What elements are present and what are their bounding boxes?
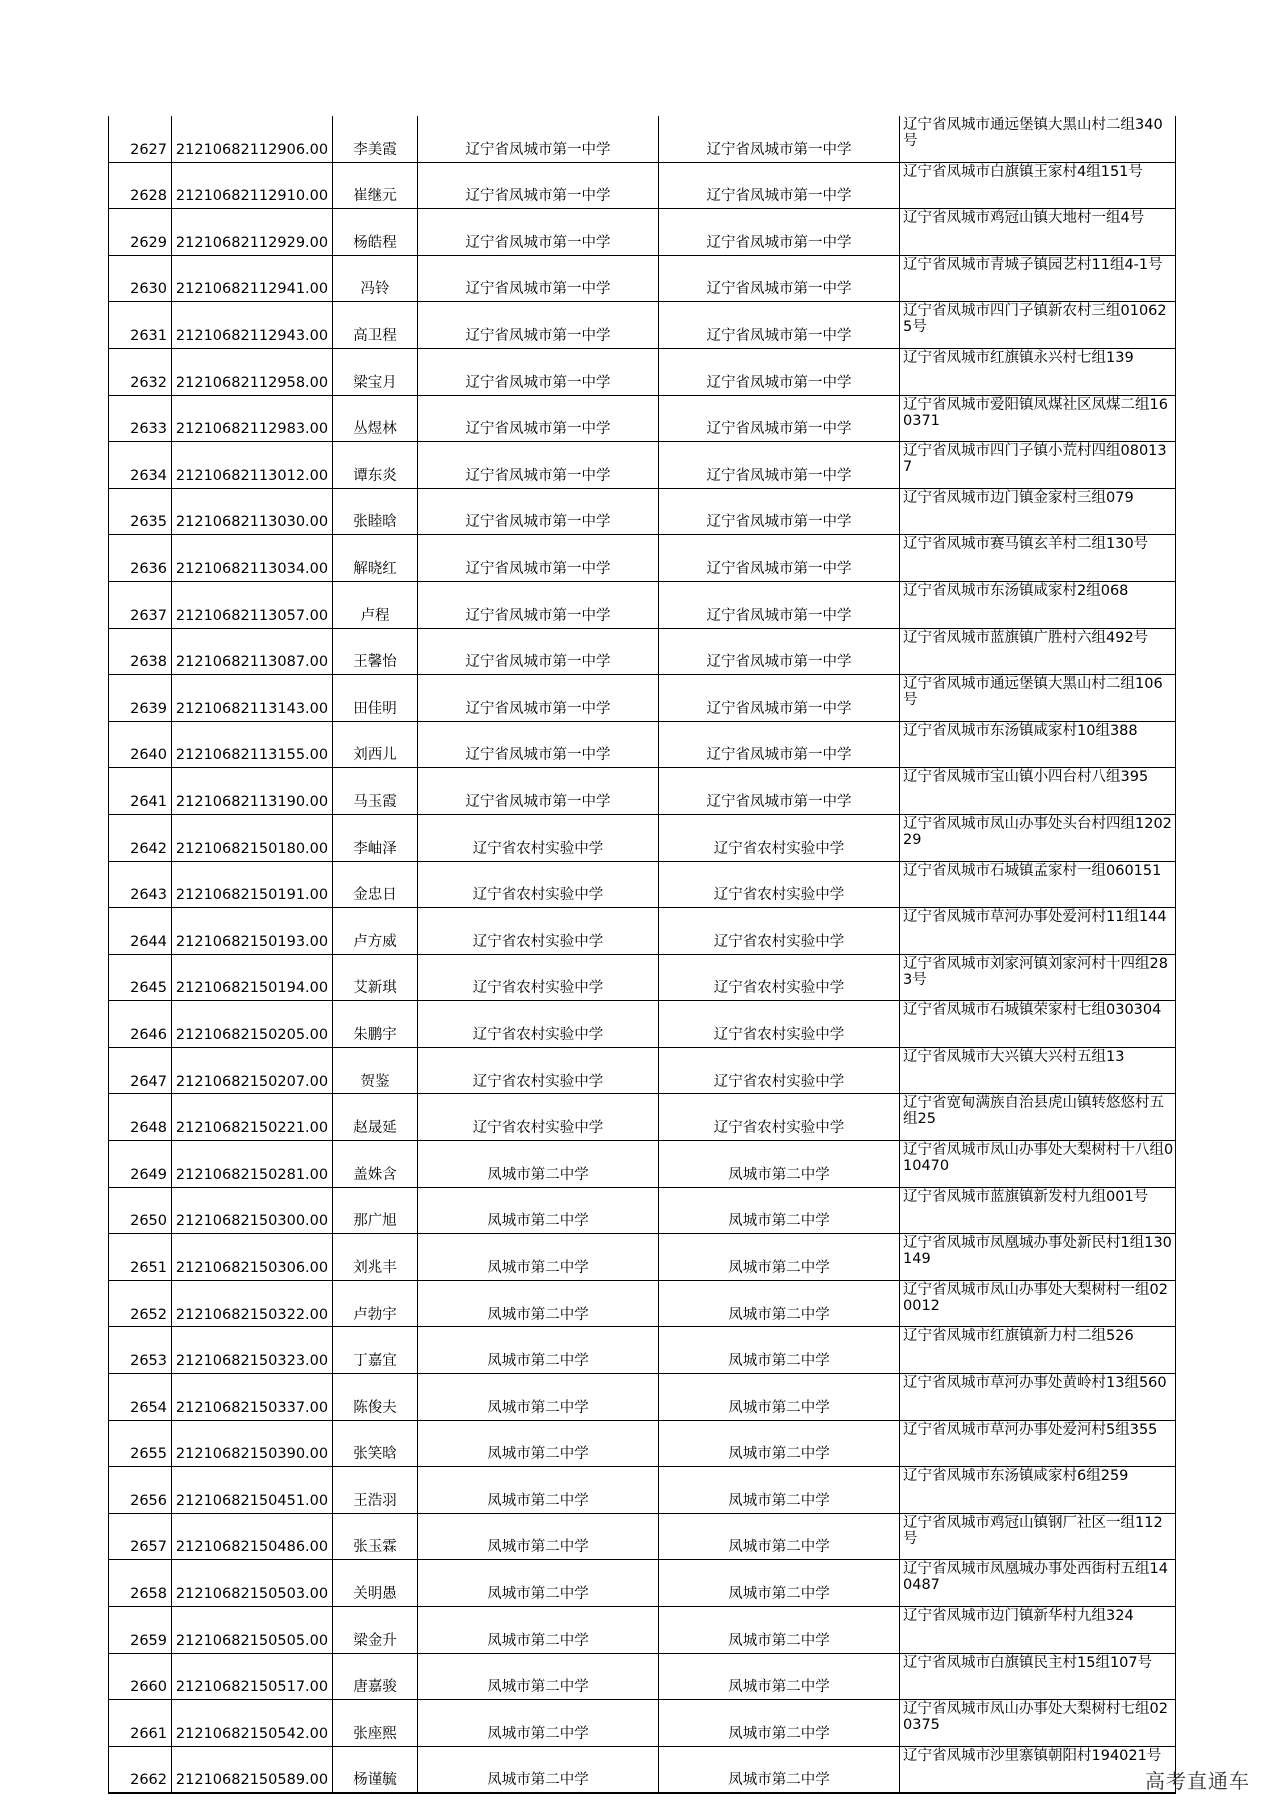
graduating-school-cell: 辽宁省农村实验中学	[418, 1001, 659, 1048]
graduating-school-cell: 辽宁省凤城市第一中学	[418, 348, 659, 395]
table-row	[109, 162, 1176, 209]
student-name-cell: 张座熙	[333, 1700, 418, 1747]
row-number-cell: 2650	[109, 1187, 172, 1234]
student-name-cell: 刘西儿	[333, 721, 418, 768]
admission-school-cell: 凤城市第二中学	[659, 1327, 900, 1374]
home-address-cell: 辽宁省凤城市青城子镇园艺村11组4-1号	[900, 255, 1176, 302]
table-row	[109, 442, 1176, 489]
admission-school-cell: 辽宁省凤城市第一中学	[659, 581, 900, 628]
candidate-id-cell: 21210682113057.00	[172, 581, 333, 628]
candidate-id-cell: 21210682112943.00	[172, 302, 333, 349]
student-name-cell: 关明愚	[333, 1560, 418, 1607]
graduating-school-cell: 凤城市第二中学	[418, 1280, 659, 1327]
graduating-school-cell: 凤城市第二中学	[418, 1327, 659, 1374]
row-number-cell: 2651	[109, 1234, 172, 1281]
student-name-cell: 陈俊夫	[333, 1374, 418, 1421]
candidate-id-cell: 21210682150323.00	[172, 1327, 333, 1374]
home-address-cell: 辽宁省凤城市草河办事处爱河村5组355	[900, 1420, 1176, 1467]
home-address-cell: 辽宁省凤城市东汤镇咸家村2组068	[900, 581, 1176, 628]
row-number-cell: 2644	[109, 908, 172, 955]
student-name-cell: 张玉霖	[333, 1513, 418, 1560]
graduating-school-cell: 辽宁省凤城市第一中学	[418, 302, 659, 349]
student-name-cell: 高卫程	[333, 302, 418, 349]
table-row	[109, 302, 1176, 349]
graduating-school-cell: 辽宁省凤城市第一中学	[418, 675, 659, 722]
graduating-school-cell: 凤城市第二中学	[418, 1467, 659, 1514]
student-name-cell: 卢程	[333, 581, 418, 628]
home-address-cell: 辽宁省凤城市宝山镇小四台村八组395	[900, 768, 1176, 815]
student-name-cell: 崔继元	[333, 162, 418, 209]
home-address-cell: 辽宁省宽甸满族自治县虎山镇转悠悠村五组25	[900, 1094, 1176, 1141]
candidate-id-cell: 21210682150451.00	[172, 1467, 333, 1514]
table-row	[109, 116, 1176, 162]
graduating-school-cell: 凤城市第二中学	[418, 1187, 659, 1234]
table-row	[109, 255, 1176, 302]
graduating-school-cell: 辽宁省凤城市第一中学	[418, 116, 659, 162]
table-row	[109, 1560, 1176, 1607]
home-address-cell: 辽宁省凤城市鸡冠山镇钢厂社区一组112号	[900, 1513, 1176, 1560]
admission-school-cell: 辽宁省农村实验中学	[659, 814, 900, 861]
row-number-cell: 2632	[109, 348, 172, 395]
student-name-cell: 卢方威	[333, 908, 418, 955]
table-row	[109, 1187, 1176, 1234]
graduating-school-cell: 辽宁省农村实验中学	[418, 861, 659, 908]
row-number-cell: 2640	[109, 721, 172, 768]
admission-school-cell: 凤城市第二中学	[659, 1607, 900, 1654]
admission-school-cell: 辽宁省凤城市第一中学	[659, 675, 900, 722]
admission-school-cell: 凤城市第二中学	[659, 1234, 900, 1281]
table-row	[109, 1001, 1176, 1048]
roster-body	[109, 116, 1176, 1793]
home-address-cell: 辽宁省凤城市通远堡镇大黑山村二组340号	[900, 116, 1176, 162]
home-address-cell: 辽宁省凤城市边门镇新华村九组324	[900, 1607, 1176, 1654]
graduating-school-cell: 凤城市第二中学	[418, 1653, 659, 1700]
table-row	[109, 1700, 1176, 1747]
candidate-id-cell: 21210682112929.00	[172, 209, 333, 256]
home-address-cell: 辽宁省凤城市红旗镇永兴村七组139	[900, 348, 1176, 395]
student-name-cell: 马玉霞	[333, 768, 418, 815]
admission-school-cell: 凤城市第二中学	[659, 1141, 900, 1188]
row-number-cell: 2639	[109, 675, 172, 722]
admission-school-cell: 辽宁省农村实验中学	[659, 1047, 900, 1094]
graduating-school-cell: 辽宁省凤城市第一中学	[418, 209, 659, 256]
student-name-cell: 金忠日	[333, 861, 418, 908]
student-name-cell: 赵晟延	[333, 1094, 418, 1141]
home-address-cell: 辽宁省凤城市凤凰城办事处西街村五组140487	[900, 1560, 1176, 1607]
admission-school-cell: 凤城市第二中学	[659, 1700, 900, 1747]
admission-school-cell: 辽宁省凤城市第一中学	[659, 162, 900, 209]
admission-school-cell: 辽宁省农村实验中学	[659, 954, 900, 1001]
student-name-cell: 梁宝月	[333, 348, 418, 395]
student-name-cell: 盖姝含	[333, 1141, 418, 1188]
row-number-cell: 2641	[109, 768, 172, 815]
row-number-cell: 2654	[109, 1374, 172, 1421]
home-address-cell: 辽宁省凤城市草河办事处爱河村11组144	[900, 908, 1176, 955]
table-row	[109, 814, 1176, 861]
home-address-cell: 辽宁省凤城市白旗镇王家村4组151号	[900, 162, 1176, 209]
admission-school-cell: 辽宁省农村实验中学	[659, 908, 900, 955]
row-number-cell: 2657	[109, 1513, 172, 1560]
admission-school-cell: 辽宁省凤城市第一中学	[659, 488, 900, 535]
student-name-cell: 刘兆丰	[333, 1234, 418, 1281]
graduating-school-cell: 辽宁省农村实验中学	[418, 954, 659, 1001]
admission-school-cell: 辽宁省凤城市第一中学	[659, 768, 900, 815]
table-row	[109, 628, 1176, 675]
admission-school-cell: 辽宁省凤城市第一中学	[659, 348, 900, 395]
student-name-cell: 张睦晗	[333, 488, 418, 535]
student-name-cell: 朱鹏宇	[333, 1001, 418, 1048]
home-address-cell: 辽宁省凤城市四门子镇新农村三组010625号	[900, 302, 1176, 349]
home-address-cell: 辽宁省凤城市鸡冠山镇大地村一组4号	[900, 209, 1176, 256]
table-row	[109, 1327, 1176, 1374]
admission-school-cell: 凤城市第二中学	[659, 1653, 900, 1700]
candidate-id-cell: 21210682113012.00	[172, 442, 333, 489]
candidate-id-cell: 21210682150205.00	[172, 1001, 333, 1048]
home-address-cell: 辽宁省凤城市石城镇孟家村一组060151	[900, 861, 1176, 908]
graduating-school-cell: 辽宁省农村实验中学	[418, 908, 659, 955]
graduating-school-cell: 辽宁省凤城市第一中学	[418, 768, 659, 815]
table-row	[109, 768, 1176, 815]
candidate-id-cell: 21210682150390.00	[172, 1420, 333, 1467]
row-number-cell: 2656	[109, 1467, 172, 1514]
student-name-cell: 艾新琪	[333, 954, 418, 1001]
home-address-cell: 辽宁省凤城市赛马镇玄羊村二组130号	[900, 535, 1176, 582]
graduating-school-cell: 凤城市第二中学	[418, 1234, 659, 1281]
candidate-id-cell: 21210682112958.00	[172, 348, 333, 395]
graduating-school-cell: 辽宁省凤城市第一中学	[418, 442, 659, 489]
graduating-school-cell: 凤城市第二中学	[418, 1560, 659, 1607]
candidate-id-cell: 21210682113034.00	[172, 535, 333, 582]
student-name-cell: 唐嘉骏	[333, 1653, 418, 1700]
candidate-id-cell: 21210682113190.00	[172, 768, 333, 815]
candidate-id-cell: 21210682150207.00	[172, 1047, 333, 1094]
row-number-cell: 2648	[109, 1094, 172, 1141]
watermark: 高考直通车	[1145, 1769, 1250, 1793]
candidate-id-cell: 21210682150191.00	[172, 861, 333, 908]
candidate-id-cell: 21210682113143.00	[172, 675, 333, 722]
table-row	[109, 675, 1176, 722]
table-row	[109, 1746, 1176, 1793]
home-address-cell: 辽宁省凤城市石城镇荣家村七组030304	[900, 1001, 1176, 1048]
row-number-cell: 2638	[109, 628, 172, 675]
table-row	[109, 954, 1176, 1001]
student-name-cell: 丛煜林	[333, 395, 418, 442]
row-number-cell: 2627	[109, 116, 172, 162]
candidate-id-cell: 21210682112941.00	[172, 255, 333, 302]
table-row	[109, 1513, 1176, 1560]
row-number-cell: 2647	[109, 1047, 172, 1094]
admission-school-cell: 凤城市第二中学	[659, 1560, 900, 1607]
candidate-id-cell: 21210682150486.00	[172, 1513, 333, 1560]
row-number-cell: 2649	[109, 1141, 172, 1188]
row-number-cell: 2628	[109, 162, 172, 209]
row-number-cell: 2633	[109, 395, 172, 442]
candidate-id-cell: 21210682150337.00	[172, 1374, 333, 1421]
row-number-cell: 2645	[109, 954, 172, 1001]
student-name-cell: 李岫泽	[333, 814, 418, 861]
candidate-id-cell: 21210682150300.00	[172, 1187, 333, 1234]
home-address-cell: 辽宁省凤城市白旗镇民主村15组107号	[900, 1653, 1176, 1700]
admission-school-cell: 辽宁省凤城市第一中学	[659, 116, 900, 162]
student-name-cell: 杨谨毓	[333, 1746, 418, 1793]
table-row	[109, 1047, 1176, 1094]
candidate-id-cell: 21210682150193.00	[172, 908, 333, 955]
admission-school-cell: 辽宁省凤城市第一中学	[659, 255, 900, 302]
home-address-cell: 辽宁省凤城市沙里寨镇朝阳村194021号	[900, 1746, 1176, 1793]
home-address-cell: 辽宁省凤城市四门子镇小荒村四组080137	[900, 442, 1176, 489]
row-number-cell: 2643	[109, 861, 172, 908]
row-number-cell: 2629	[109, 209, 172, 256]
row-number-cell: 2646	[109, 1001, 172, 1048]
candidate-id-cell: 21210682113030.00	[172, 488, 333, 535]
graduating-school-cell: 辽宁省凤城市第一中学	[418, 162, 659, 209]
candidate-id-cell: 21210682150503.00	[172, 1560, 333, 1607]
student-name-cell: 田佳明	[333, 675, 418, 722]
admission-school-cell: 辽宁省凤城市第一中学	[659, 721, 900, 768]
candidate-id-cell: 21210682150221.00	[172, 1094, 333, 1141]
home-address-cell: 辽宁省凤城市凤凰城办事处新民村1组130149	[900, 1234, 1176, 1281]
row-number-cell: 2636	[109, 535, 172, 582]
candidate-id-cell: 21210682150542.00	[172, 1700, 333, 1747]
admission-school-cell: 凤城市第二中学	[659, 1187, 900, 1234]
home-address-cell: 辽宁省凤城市凤山办事处头台村四组120229	[900, 814, 1176, 861]
candidate-id-cell: 21210682112910.00	[172, 162, 333, 209]
graduating-school-cell: 辽宁省农村实验中学	[418, 1047, 659, 1094]
row-number-cell: 2637	[109, 581, 172, 628]
home-address-cell: 辽宁省凤城市红旗镇新力村二组526	[900, 1327, 1176, 1374]
graduating-school-cell: 辽宁省凤城市第一中学	[418, 628, 659, 675]
candidate-id-cell: 21210682150589.00	[172, 1746, 333, 1793]
row-number-cell: 2659	[109, 1607, 172, 1654]
student-name-cell: 丁嘉宜	[333, 1327, 418, 1374]
row-number-cell: 2661	[109, 1700, 172, 1747]
table-row	[109, 1141, 1176, 1188]
candidate-id-cell: 21210682150180.00	[172, 814, 333, 861]
row-number-cell: 2631	[109, 302, 172, 349]
table-row	[109, 1420, 1176, 1467]
student-name-cell: 李美霞	[333, 116, 418, 162]
candidate-id-cell: 21210682112906.00	[172, 116, 333, 162]
candidate-id-cell: 21210682113087.00	[172, 628, 333, 675]
table-row	[109, 581, 1176, 628]
graduating-school-cell: 凤城市第二中学	[418, 1607, 659, 1654]
student-name-cell: 梁金升	[333, 1607, 418, 1654]
home-address-cell: 辽宁省凤城市边门镇金家村三组079	[900, 488, 1176, 535]
table-row	[109, 908, 1176, 955]
admission-school-cell: 凤城市第二中学	[659, 1513, 900, 1560]
table-row	[109, 721, 1176, 768]
student-name-cell: 冯铃	[333, 255, 418, 302]
home-address-cell: 辽宁省凤城市凤山办事处大梨树村十八组010470	[900, 1141, 1176, 1188]
home-address-cell: 辽宁省凤城市通远堡镇大黑山村二组106号	[900, 675, 1176, 722]
graduating-school-cell: 辽宁省农村实验中学	[418, 814, 659, 861]
home-address-cell: 辽宁省凤城市刘家河镇刘家河村十四组283号	[900, 954, 1176, 1001]
admission-school-cell: 凤城市第二中学	[659, 1467, 900, 1514]
row-number-cell: 2630	[109, 255, 172, 302]
home-address-cell: 辽宁省凤城市蓝旗镇新发村九组001号	[900, 1187, 1176, 1234]
student-name-cell: 卢勃宇	[333, 1280, 418, 1327]
admission-school-cell: 辽宁省农村实验中学	[659, 1094, 900, 1141]
row-number-cell: 2635	[109, 488, 172, 535]
row-number-cell: 2634	[109, 442, 172, 489]
student-name-cell: 杨皓程	[333, 209, 418, 256]
admission-school-cell: 凤城市第二中学	[659, 1746, 900, 1793]
roster-table	[108, 116, 1176, 1794]
graduating-school-cell: 凤城市第二中学	[418, 1420, 659, 1467]
admission-school-cell: 辽宁省农村实验中学	[659, 1001, 900, 1048]
home-address-cell: 辽宁省凤城市凤山办事处大梨树村七组020375	[900, 1700, 1176, 1747]
admission-school-cell: 凤城市第二中学	[659, 1420, 900, 1467]
graduating-school-cell: 凤城市第二中学	[418, 1374, 659, 1421]
graduating-school-cell: 凤城市第二中学	[418, 1141, 659, 1188]
table-row	[109, 1280, 1176, 1327]
table-row	[109, 348, 1176, 395]
table-row	[109, 1234, 1176, 1281]
home-address-cell: 辽宁省凤城市蓝旗镇广胜村六组492号	[900, 628, 1176, 675]
candidate-id-cell: 21210682150517.00	[172, 1653, 333, 1700]
table-row	[109, 1374, 1176, 1421]
row-number-cell: 2653	[109, 1327, 172, 1374]
table-row	[109, 488, 1176, 535]
student-name-cell: 那广旭	[333, 1187, 418, 1234]
home-address-cell: 辽宁省凤城市东汤镇咸家村6组259	[900, 1467, 1176, 1514]
graduating-school-cell: 辽宁省凤城市第一中学	[418, 535, 659, 582]
row-number-cell: 2658	[109, 1560, 172, 1607]
graduating-school-cell: 辽宁省凤城市第一中学	[418, 581, 659, 628]
student-name-cell: 谭东炎	[333, 442, 418, 489]
admission-school-cell: 辽宁省凤城市第一中学	[659, 628, 900, 675]
home-address-cell: 辽宁省凤城市草河办事处黄岭村13组560	[900, 1374, 1176, 1421]
graduating-school-cell: 辽宁省农村实验中学	[418, 1094, 659, 1141]
admission-school-cell: 辽宁省凤城市第一中学	[659, 442, 900, 489]
row-number-cell: 2642	[109, 814, 172, 861]
candidate-id-cell: 21210682150322.00	[172, 1280, 333, 1327]
graduating-school-cell: 辽宁省凤城市第一中学	[418, 721, 659, 768]
student-name-cell: 王馨怡	[333, 628, 418, 675]
table-row	[109, 1653, 1176, 1700]
table-row	[109, 1607, 1176, 1654]
admission-school-cell: 凤城市第二中学	[659, 1280, 900, 1327]
admission-school-cell: 辽宁省凤城市第一中学	[659, 302, 900, 349]
candidate-id-cell: 21210682150281.00	[172, 1141, 333, 1188]
student-name-cell: 解晓红	[333, 535, 418, 582]
admission-school-cell: 辽宁省凤城市第一中学	[659, 535, 900, 582]
graduating-school-cell: 凤城市第二中学	[418, 1513, 659, 1560]
home-address-cell: 辽宁省凤城市大兴镇大兴村五组13	[900, 1047, 1176, 1094]
admission-school-cell: 辽宁省凤城市第一中学	[659, 395, 900, 442]
admission-school-cell: 辽宁省农村实验中学	[659, 861, 900, 908]
graduating-school-cell: 辽宁省凤城市第一中学	[418, 395, 659, 442]
home-address-cell: 辽宁省凤城市凤山办事处大梨树村一组020012	[900, 1280, 1176, 1327]
table-row	[109, 209, 1176, 256]
candidate-id-cell: 21210682112983.00	[172, 395, 333, 442]
graduating-school-cell: 凤城市第二中学	[418, 1746, 659, 1793]
candidate-id-cell: 21210682150194.00	[172, 954, 333, 1001]
graduating-school-cell: 辽宁省凤城市第一中学	[418, 255, 659, 302]
table-row	[109, 1094, 1176, 1141]
student-name-cell: 张笑晗	[333, 1420, 418, 1467]
table-row	[109, 395, 1176, 442]
row-number-cell: 2660	[109, 1653, 172, 1700]
graduating-school-cell: 辽宁省凤城市第一中学	[418, 488, 659, 535]
home-address-cell: 辽宁省凤城市东汤镇咸家村10组388	[900, 721, 1176, 768]
admission-school-cell: 凤城市第二中学	[659, 1374, 900, 1421]
table-row	[109, 861, 1176, 908]
student-name-cell: 王浩羽	[333, 1467, 418, 1514]
student-name-cell: 贺鉴	[333, 1047, 418, 1094]
home-address-cell: 辽宁省凤城市爱阳镇凤煤社区凤煤二组160371	[900, 395, 1176, 442]
candidate-id-cell: 21210682113155.00	[172, 721, 333, 768]
table-row	[109, 1467, 1176, 1514]
graduating-school-cell: 凤城市第二中学	[418, 1700, 659, 1747]
row-number-cell: 2655	[109, 1420, 172, 1467]
row-number-cell: 2652	[109, 1280, 172, 1327]
admission-school-cell: 辽宁省凤城市第一中学	[659, 209, 900, 256]
table-row	[109, 535, 1176, 582]
row-number-cell: 2662	[109, 1746, 172, 1793]
candidate-id-cell: 21210682150505.00	[172, 1607, 333, 1654]
candidate-id-cell: 21210682150306.00	[172, 1234, 333, 1281]
